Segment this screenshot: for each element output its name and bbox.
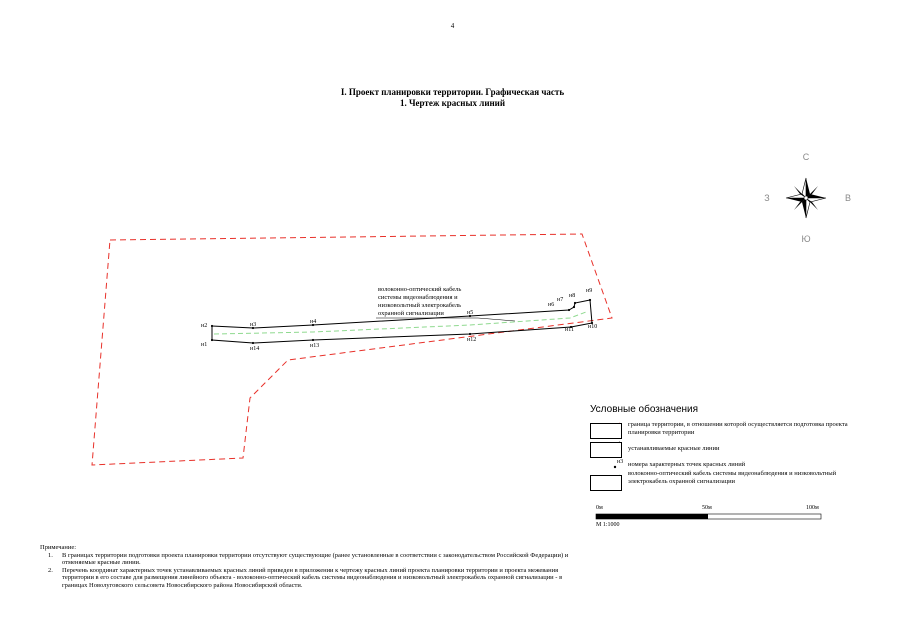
scale-label-0: 0м	[596, 505, 603, 511]
notes-heading: Примечание:	[40, 544, 77, 551]
legend-point-text: номера характерных точек красных линий	[628, 461, 746, 468]
legend-point-marker-label: н3	[617, 459, 624, 465]
legend-boundary-text: граница территории, в отношении которой осуществляется подготовка проекта планировки территории	[628, 421, 848, 436]
territory-boundary	[92, 234, 612, 465]
point-label-n10: н10	[588, 324, 598, 330]
point-label-n4: н4	[310, 319, 317, 325]
scale-label-100: 100м	[806, 505, 819, 511]
point-label-n7: н7	[557, 297, 564, 303]
legend-red-line-text: устанавливаемые красные линии	[628, 445, 720, 452]
point-label-n6: н6	[548, 302, 555, 308]
scale-bar	[596, 514, 821, 519]
legend-cable-text: волоконно-оптический кабель системы видеонаблюдения и низковольтный электрокабель охранной сигнализации	[628, 470, 837, 485]
cable-label-line2: системы видеонаблюдения и	[378, 294, 458, 301]
cable-label-line3: низковольтный электрокабель	[378, 302, 462, 309]
point-label-n9: н9	[586, 288, 593, 294]
red-line-lower	[212, 323, 592, 343]
page-number: 4	[450, 22, 455, 30]
legend-cable-box	[590, 475, 622, 491]
legend-boundary-box	[590, 423, 622, 439]
cable-label-line4: охранной сигнализации	[378, 310, 444, 317]
point-label-n5: н5	[467, 310, 474, 316]
point-label-n1: н1	[201, 342, 208, 348]
notes	[40, 544, 580, 589]
note-item	[40, 552, 580, 567]
note-text: Перечень координат характерных точек устанавливаемых красных линий приведен в приложении к чертежу красных линий проекта планировки территории и проекта межевания территории в его составе для размещения линейного объекта - волоконно-оптический кабель системы видеонаблюдения и низковольтный электрокабель охранной сигнализации - в границах Новолуговского сельсовета Новосибирского района Новосибирской области.	[62, 566, 563, 589]
note-number: 2.	[48, 566, 53, 574]
legend-red-line-box	[590, 442, 622, 458]
point-label-n14: н14	[250, 346, 260, 352]
note-number: 1.	[48, 551, 53, 559]
note-text: В границах территории подготовки проекта планировки территории отсутствуют существующие (ранее установленные в соответствии с законодательством Российской Федерации) и отменяемые красные линии.	[62, 551, 569, 566]
scale-label-50: 50м	[702, 505, 712, 511]
page-subtitle: 1. Чертеж красных линий	[399, 98, 506, 108]
point-label-n12: н12	[467, 337, 477, 343]
compass-south-label: Ю	[801, 234, 811, 244]
compass-west-label: З	[764, 193, 770, 203]
point-label-n8: н8	[569, 293, 576, 299]
point-label-n11: н11	[565, 327, 574, 333]
legend-point-symbol	[614, 466, 616, 468]
scale-ratio: М 1:1000	[596, 522, 620, 528]
point-label-n2: н2	[201, 323, 208, 329]
note-item	[40, 567, 580, 590]
point-label-n13: н13	[310, 343, 320, 349]
legend-title: Условные обозначения	[590, 404, 699, 415]
cable-label-line1: волоконно-оптический кабель	[378, 286, 462, 293]
point-label-n3: н3	[250, 322, 257, 328]
page-title: I. Проект планировки территории. Графическая часть	[340, 87, 565, 97]
compass-north-label: С	[802, 152, 810, 162]
compass-icon	[786, 178, 826, 218]
compass-east-label: В	[844, 193, 852, 203]
